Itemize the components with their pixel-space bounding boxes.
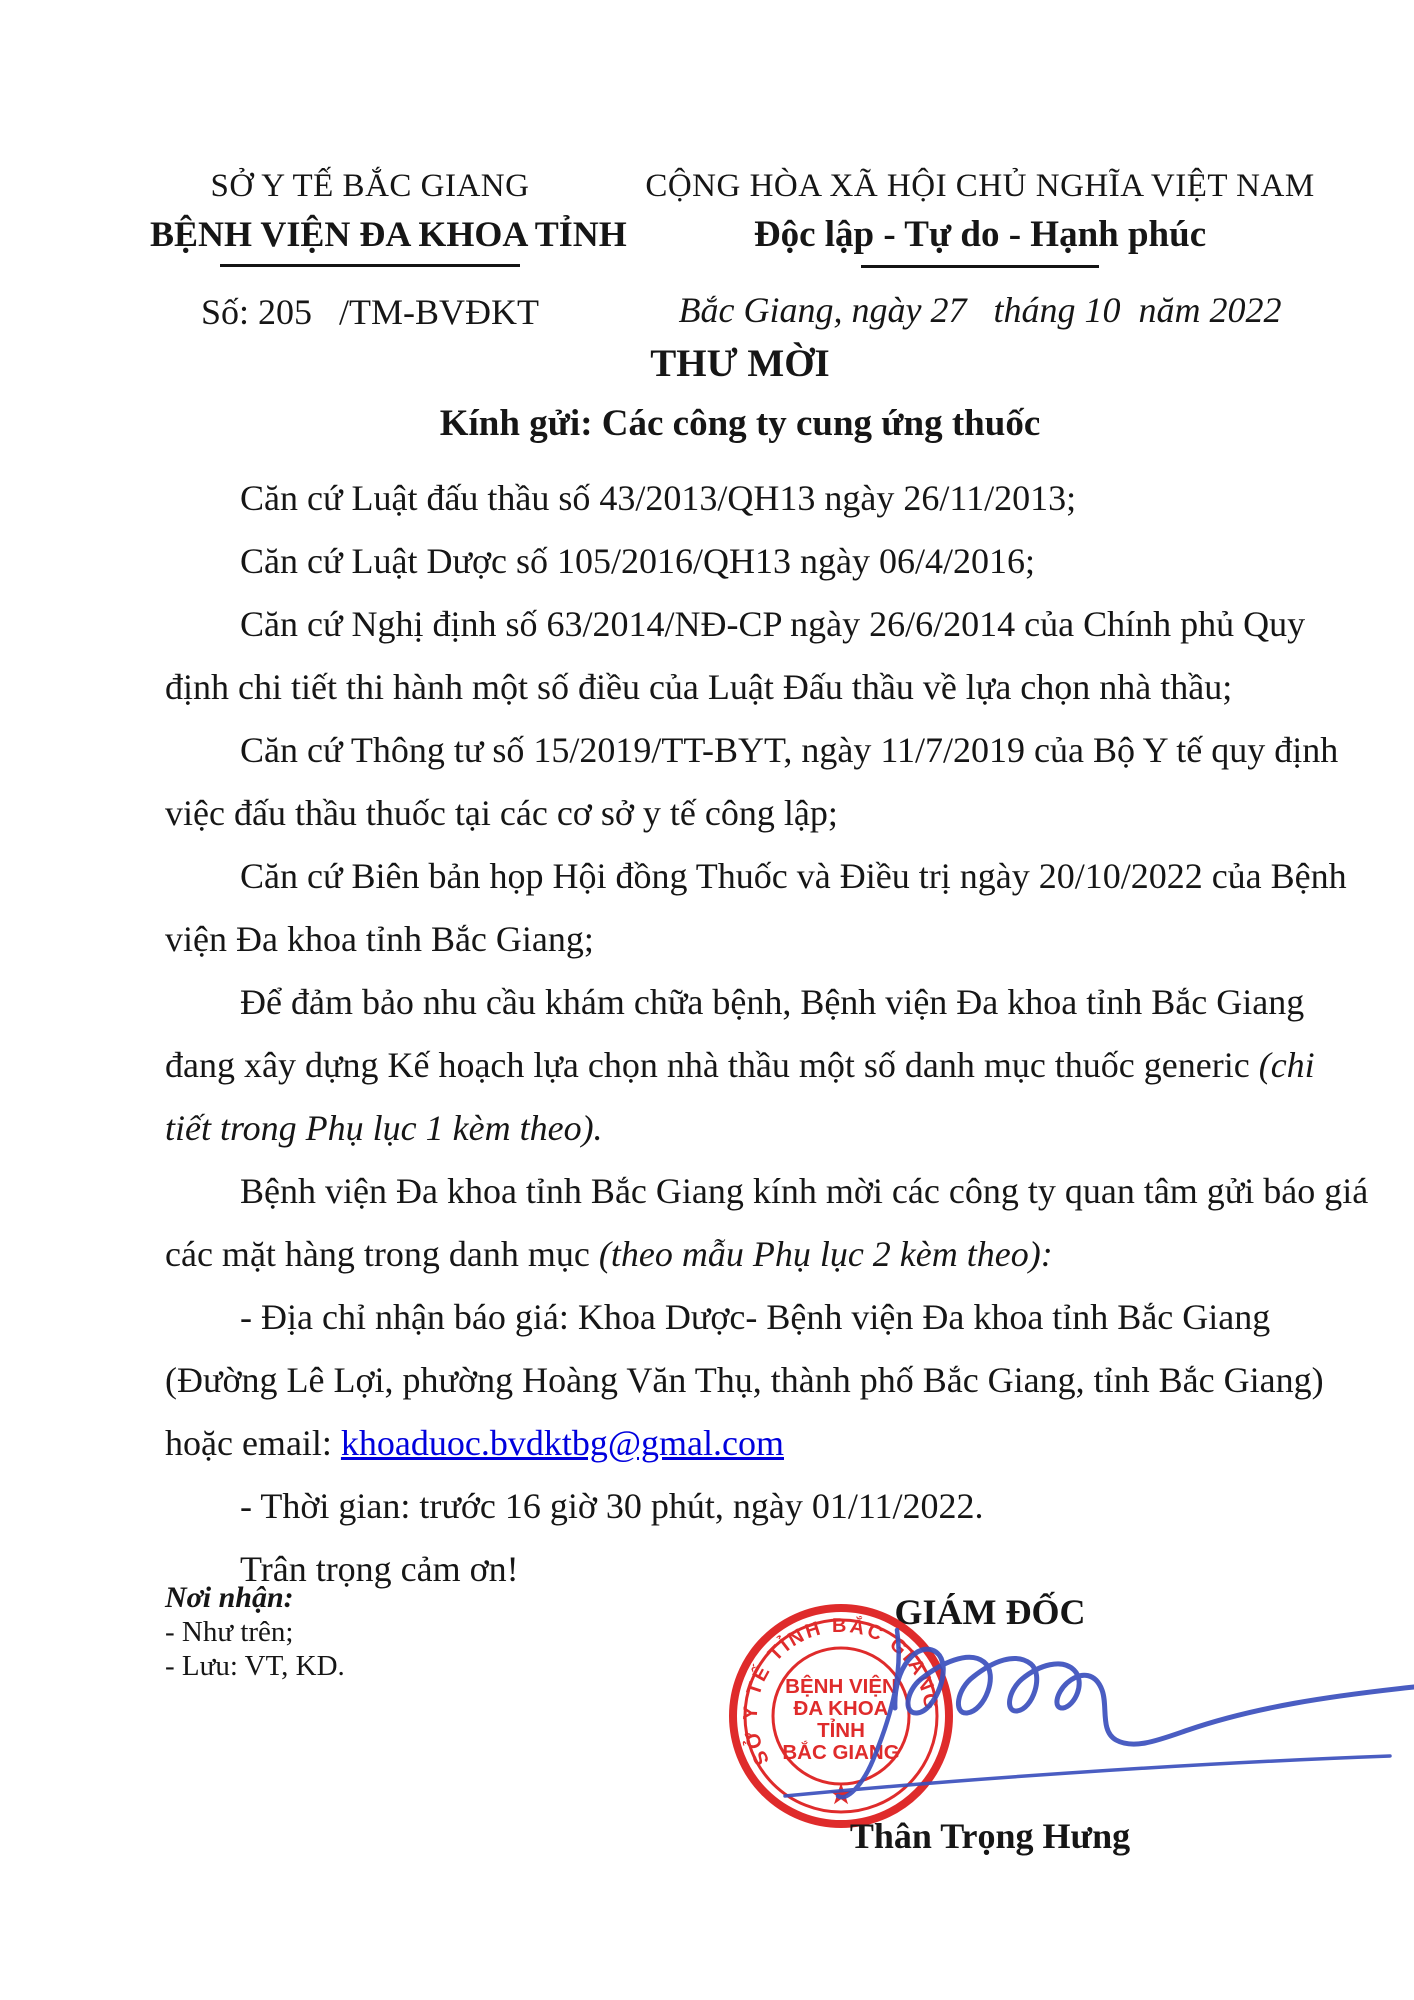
body-line: Căn cứ Biên bản họp Hội đồng Thuốc và Điều trị ngày 20/10/2022 của Bệnh	[240, 856, 1347, 896]
email-link[interactable]: khoaduoc.bvdktbg@gmal.com	[340, 1423, 784, 1463]
letter-title: THƯ MỜI	[650, 342, 830, 385]
appendix1-ref-italic: tiết trong Phụ lục 1 kèm theo).	[165, 1108, 603, 1148]
body-line: Căn cứ Thông tư số 15/2019/TT-BYT, ngày 11/7/2019 của Bộ Y tế quy định	[240, 730, 1339, 770]
header-right	[630, 168, 1330, 331]
body-line: Để đảm bảo nhu cầu khám chữa bệnh, Bệnh viện Đa khoa tỉnh Bắc Giang	[240, 982, 1305, 1022]
header-left	[150, 168, 627, 333]
place-date-line: Bắc Giang, ngày 27 tháng 10 năm 2022	[678, 290, 1282, 330]
recipients-label: Nơi nhận:	[165, 1581, 294, 1614]
stamp-center-text: BỆNH VIỆN	[785, 1675, 897, 1698]
body-line: Căn cứ Nghị định số 63/2014/NĐ-CP ngày 26/6/2014 của Chính phủ Quy	[240, 604, 1306, 644]
signer-title: GIÁM ĐỐC	[894, 1592, 1086, 1632]
motto-underline	[861, 265, 1099, 268]
quote-address-line: - Địa chỉ nhận báo giá: Khoa Dược- Bệnh viện Đa khoa tỉnh Bắc Giang	[240, 1297, 1271, 1337]
national-motto: Độc lập - Tự do - Hạnh phúc	[753, 214, 1207, 255]
recipient-item: - Lưu: VT, KD.	[165, 1650, 345, 1682]
body-line-text: đang xây dựng Kế hoạch lựa chọn nhà thầu một số danh mục thuốc generic	[165, 1045, 1259, 1085]
deadline-line: - Thời gian: trước 16 giờ 30 phút, ngày 01/11/2022.	[240, 1486, 984, 1526]
body-line	[165, 1223, 1275, 1286]
org-name: BỆNH VIỆN ĐA KHOA TỈNH	[150, 214, 627, 254]
body-line: Căn cứ Luật đấu thầu số 43/2013/QH13 ngày 26/11/2013;	[240, 478, 1077, 518]
signature-loops-stroke	[895, 1649, 1414, 1744]
recipient-item: - Như trên;	[165, 1616, 294, 1648]
body-line	[165, 1034, 1315, 1097]
stamp-center-text: TỈNH	[817, 1719, 865, 1742]
stamp-center-text: BẮC GIANG	[782, 1741, 900, 1764]
stamp-center-text: ĐA KHOA	[793, 1697, 889, 1720]
signer-name: Thân Trọng Hưng	[849, 1816, 1131, 1856]
org-name-underline	[220, 264, 520, 267]
title-block	[66, 341, 1414, 445]
body-line	[165, 1412, 1275, 1475]
appendix1-ref-italic: (chi	[1258, 1045, 1315, 1085]
parent-org-name: SỞ Y TẾ BẮC GIANG	[210, 168, 530, 204]
letter-body	[165, 467, 1369, 1601]
body-line: định chi tiết thi hành một số điều của Luật Đấu thầu về lựa chọn nhà thầu;	[165, 667, 1233, 707]
body-line: việc đấu thầu thuốc tại các cơ sở y tế công lập;	[165, 793, 838, 833]
closing-line: Trân trọng cảm ơn!	[240, 1549, 519, 1589]
star-icon: ★	[829, 1779, 853, 1809]
body-line-text: các mặt hàng trong danh mục	[165, 1234, 599, 1274]
signature-descender-stroke	[838, 1630, 899, 1797]
signature-tail-stroke	[785, 1756, 1390, 1796]
doc-number: Số: 205 /TM-BVĐKT	[200, 292, 539, 332]
body-line: Bệnh viện Đa khoa tỉnh Bắc Giang kính mời các công ty quan tâm gửi báo giá	[240, 1171, 1369, 1211]
quote-address-line: (Đường Lê Lợi, phường Hoàng Văn Thụ, thành phố Bắc Giang, tỉnh Bắc Giang)	[165, 1360, 1324, 1400]
email-label: hoặc email:	[165, 1423, 341, 1463]
signature-ink	[745, 1612, 1414, 1822]
national-title: CỘNG HÒA XÃ HỘI CHỦ NGHĨA VIỆT NAM	[645, 168, 1315, 204]
stamp-arc-text: SỞ Y TẾ TỈNH BẮC GIANG	[739, 1614, 943, 1769]
body-line: Căn cứ Luật Dược số 105/2016/QH13 ngày 06/4/2016;	[240, 541, 1035, 581]
salutation-line: Kính gửi: Các công ty cung ứng thuốc	[439, 403, 1041, 444]
body-line: viện Đa khoa tỉnh Bắc Giang;	[165, 919, 594, 959]
appendix2-ref-italic: (theo mẫu Phụ lục 2 kèm theo):	[598, 1234, 1053, 1274]
recipients-block	[165, 1581, 585, 1683]
